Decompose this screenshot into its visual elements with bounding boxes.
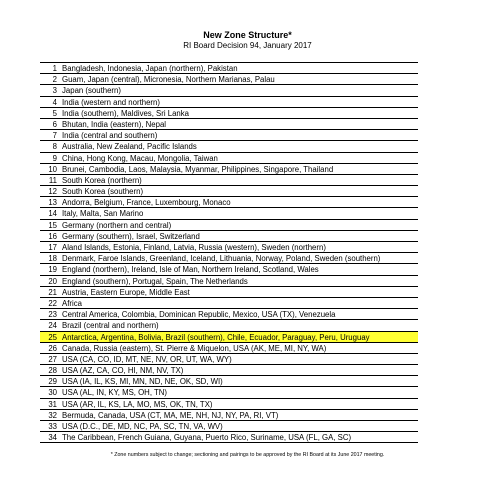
zone-regions: Brazil (central and northern): [62, 321, 159, 331]
zone-row: [40, 432, 418, 443]
zone-row: [40, 298, 418, 309]
zone-row: [40, 276, 418, 287]
page-subtitle: RI Board Decision 94, January 2017: [183, 41, 312, 50]
zone-row: [40, 309, 418, 320]
zone-number: 32: [48, 410, 57, 420]
zone-number: 22: [48, 298, 57, 308]
zone-table: [40, 62, 418, 443]
zone-number: 12: [48, 187, 57, 197]
zone-regions: USA (D.C., DE, MD, NC, PA, SC, TN, VA, WV): [62, 422, 223, 431]
footnote: * Zone numbers subject to change; sectioning and pairings to be approved by the RI Board at its June 2017 meeting.: [110, 452, 385, 458]
zone-number: 5: [52, 108, 57, 118]
zone-regions: India (southern), Maldives, Sri Lanka: [62, 108, 189, 118]
zone-number: 1: [52, 64, 57, 73]
zone-number: 10: [48, 164, 57, 174]
zone-number: 14: [48, 209, 57, 219]
zone-row: [40, 399, 418, 410]
zone-number: 21: [48, 287, 57, 297]
zone-regions: Aland Islands, Estonia, Finland, Latvia, Russia (western), Sweden (northern): [62, 243, 326, 252]
zone-row: [40, 130, 418, 141]
zone-row: [40, 208, 418, 219]
zone-regions: USA (IA, IL, KS, MI, MN, ND, NE, OK, SD, WI): [62, 377, 223, 387]
zone-row: [40, 231, 418, 242]
zone-number: 13: [48, 198, 57, 208]
zone-row: [40, 153, 418, 164]
zone-row: [40, 97, 418, 108]
zone-regions: USA (AL, IN, KY, MS, OH, TN): [62, 388, 167, 398]
zone-regions: USA (AR, IL, KS, LA, MO, MS, OK, TN, TX): [62, 399, 213, 409]
zone-regions: Australia, New Zealand, Pacific Islands: [62, 142, 197, 152]
zone-regions: Brunei, Cambodia, Laos, Malaysia, Myanmar, Philippines, Singapore, Thailand: [62, 164, 334, 174]
zone-row: [40, 119, 418, 130]
zone-regions: The Caribbean, French Guiana, Guyana, Puerto Rico, Suriname, USA (FL, GA, SC): [62, 433, 352, 443]
zone-row: [40, 376, 418, 387]
zone-number: 23: [48, 310, 57, 320]
zone-row: [40, 264, 418, 275]
zone-row: [40, 108, 418, 119]
zone-row: [40, 421, 418, 432]
zone-number: 3: [52, 86, 57, 96]
zone-regions: USA (CA, CO, ID, MT, NE, NV, OR, UT, WA, WY): [62, 354, 232, 364]
zone-regions: Africa: [62, 298, 82, 308]
zone-regions: South Korea (southern): [62, 187, 144, 197]
zone-regions: Andorra, Belgium, France, Luxembourg, Monaco: [62, 198, 231, 208]
zone-regions: Italy, Malta, San Marino: [62, 209, 144, 219]
zone-row: [40, 164, 418, 175]
zone-row: [40, 63, 418, 74]
zone-number: 26: [48, 343, 57, 353]
zone-number: 27: [48, 354, 57, 364]
zone-regions: USA (AZ, CA, CO, HI, NM, NV, TX): [62, 366, 184, 376]
zone-number: 8: [52, 142, 57, 152]
zone-row: [40, 332, 418, 343]
zone-row: [40, 74, 418, 85]
zone-regions: Japan (southern): [62, 86, 121, 96]
zone-row: [40, 410, 418, 421]
zone-number: 24: [48, 321, 57, 331]
zone-number: 30: [48, 388, 57, 398]
zone-regions: Bangladesh, Indonesia, Japan (northern), Pakistan: [62, 64, 238, 73]
zone-regions: Germany (southern), Israel, Switzerland: [62, 231, 200, 241]
zone-regions: Germany (northern and central): [62, 220, 172, 230]
zone-number: 33: [48, 422, 57, 431]
zone-number: 31: [48, 399, 57, 409]
zone-regions: Bhutan, India (eastern), Nepal: [62, 119, 167, 129]
zone-regions: England (southern), Portugal, Spain, The Netherlands: [62, 276, 248, 286]
zone-number: 17: [48, 243, 57, 252]
zone-row: [40, 253, 418, 264]
zone-regions: Antarctica, Argentina, Bolivia, Brazil (southern), Chile, Ecuador, Paraguay, Peru, Uruguay: [62, 332, 370, 342]
zone-number: 6: [52, 119, 57, 129]
page-title: New Zone Structure*: [203, 30, 292, 40]
zone-row: [40, 197, 418, 208]
zone-row: [40, 85, 418, 96]
zone-row: [40, 387, 418, 398]
zone-number: 15: [48, 220, 57, 230]
zone-number: 9: [52, 153, 57, 163]
zone-regions: Bermuda, Canada, USA (CT, MA, ME, NH, NJ, NY, PA, RI, VT): [62, 410, 279, 420]
zone-number: 34: [48, 433, 57, 443]
zone-number: 16: [48, 231, 57, 241]
zone-number: 2: [52, 75, 57, 85]
zone-row: [40, 141, 418, 152]
zone-regions: Canada, Russia (eastern), St. Pierre & Miquelon, USA (AK, ME, MI, NY, WA): [62, 343, 327, 353]
zone-regions: Guam, Japan (central), Micronesia, Northern Marianas, Palau: [62, 75, 275, 85]
zone-row: [40, 320, 418, 331]
zone-number: 7: [52, 131, 57, 141]
zone-regions: Austria, Eastern Europe, Middle East: [62, 287, 190, 297]
zone-number: 29: [48, 377, 57, 387]
zone-regions: Central America, Colombia, Dominican Republic, Mexico, USA (TX), Venezuela: [62, 310, 336, 320]
zone-regions: India (central and southern): [62, 131, 158, 141]
zone-row: [40, 175, 418, 186]
zone-regions: England (northern), Ireland, Isle of Man, Northern Ireland, Scotland, Wales: [62, 265, 319, 275]
zone-number: 28: [48, 366, 57, 376]
zone-row: [40, 343, 418, 354]
zone-number: 4: [52, 97, 57, 107]
zone-number: 25: [48, 332, 57, 342]
zone-regions: China, Hong Kong, Macau, Mongolia, Taiwan: [62, 153, 218, 163]
zone-number: 19: [48, 265, 57, 275]
zone-row: [40, 242, 418, 253]
zone-number: 11: [48, 175, 57, 185]
zone-number: 18: [48, 254, 57, 264]
zone-row: [40, 186, 418, 197]
zone-row: [40, 287, 418, 298]
zone-regions: Denmark, Faroe Islands, Greenland, Iceland, Lithuania, Norway, Poland, Sweden (southern): [62, 254, 381, 264]
zone-row: [40, 354, 418, 365]
zone-row: [40, 365, 418, 376]
zone-row: [40, 220, 418, 231]
zone-number: 20: [48, 276, 57, 286]
zone-regions: India (western and northern): [62, 97, 160, 107]
zone-regions: South Korea (northern): [62, 175, 142, 185]
